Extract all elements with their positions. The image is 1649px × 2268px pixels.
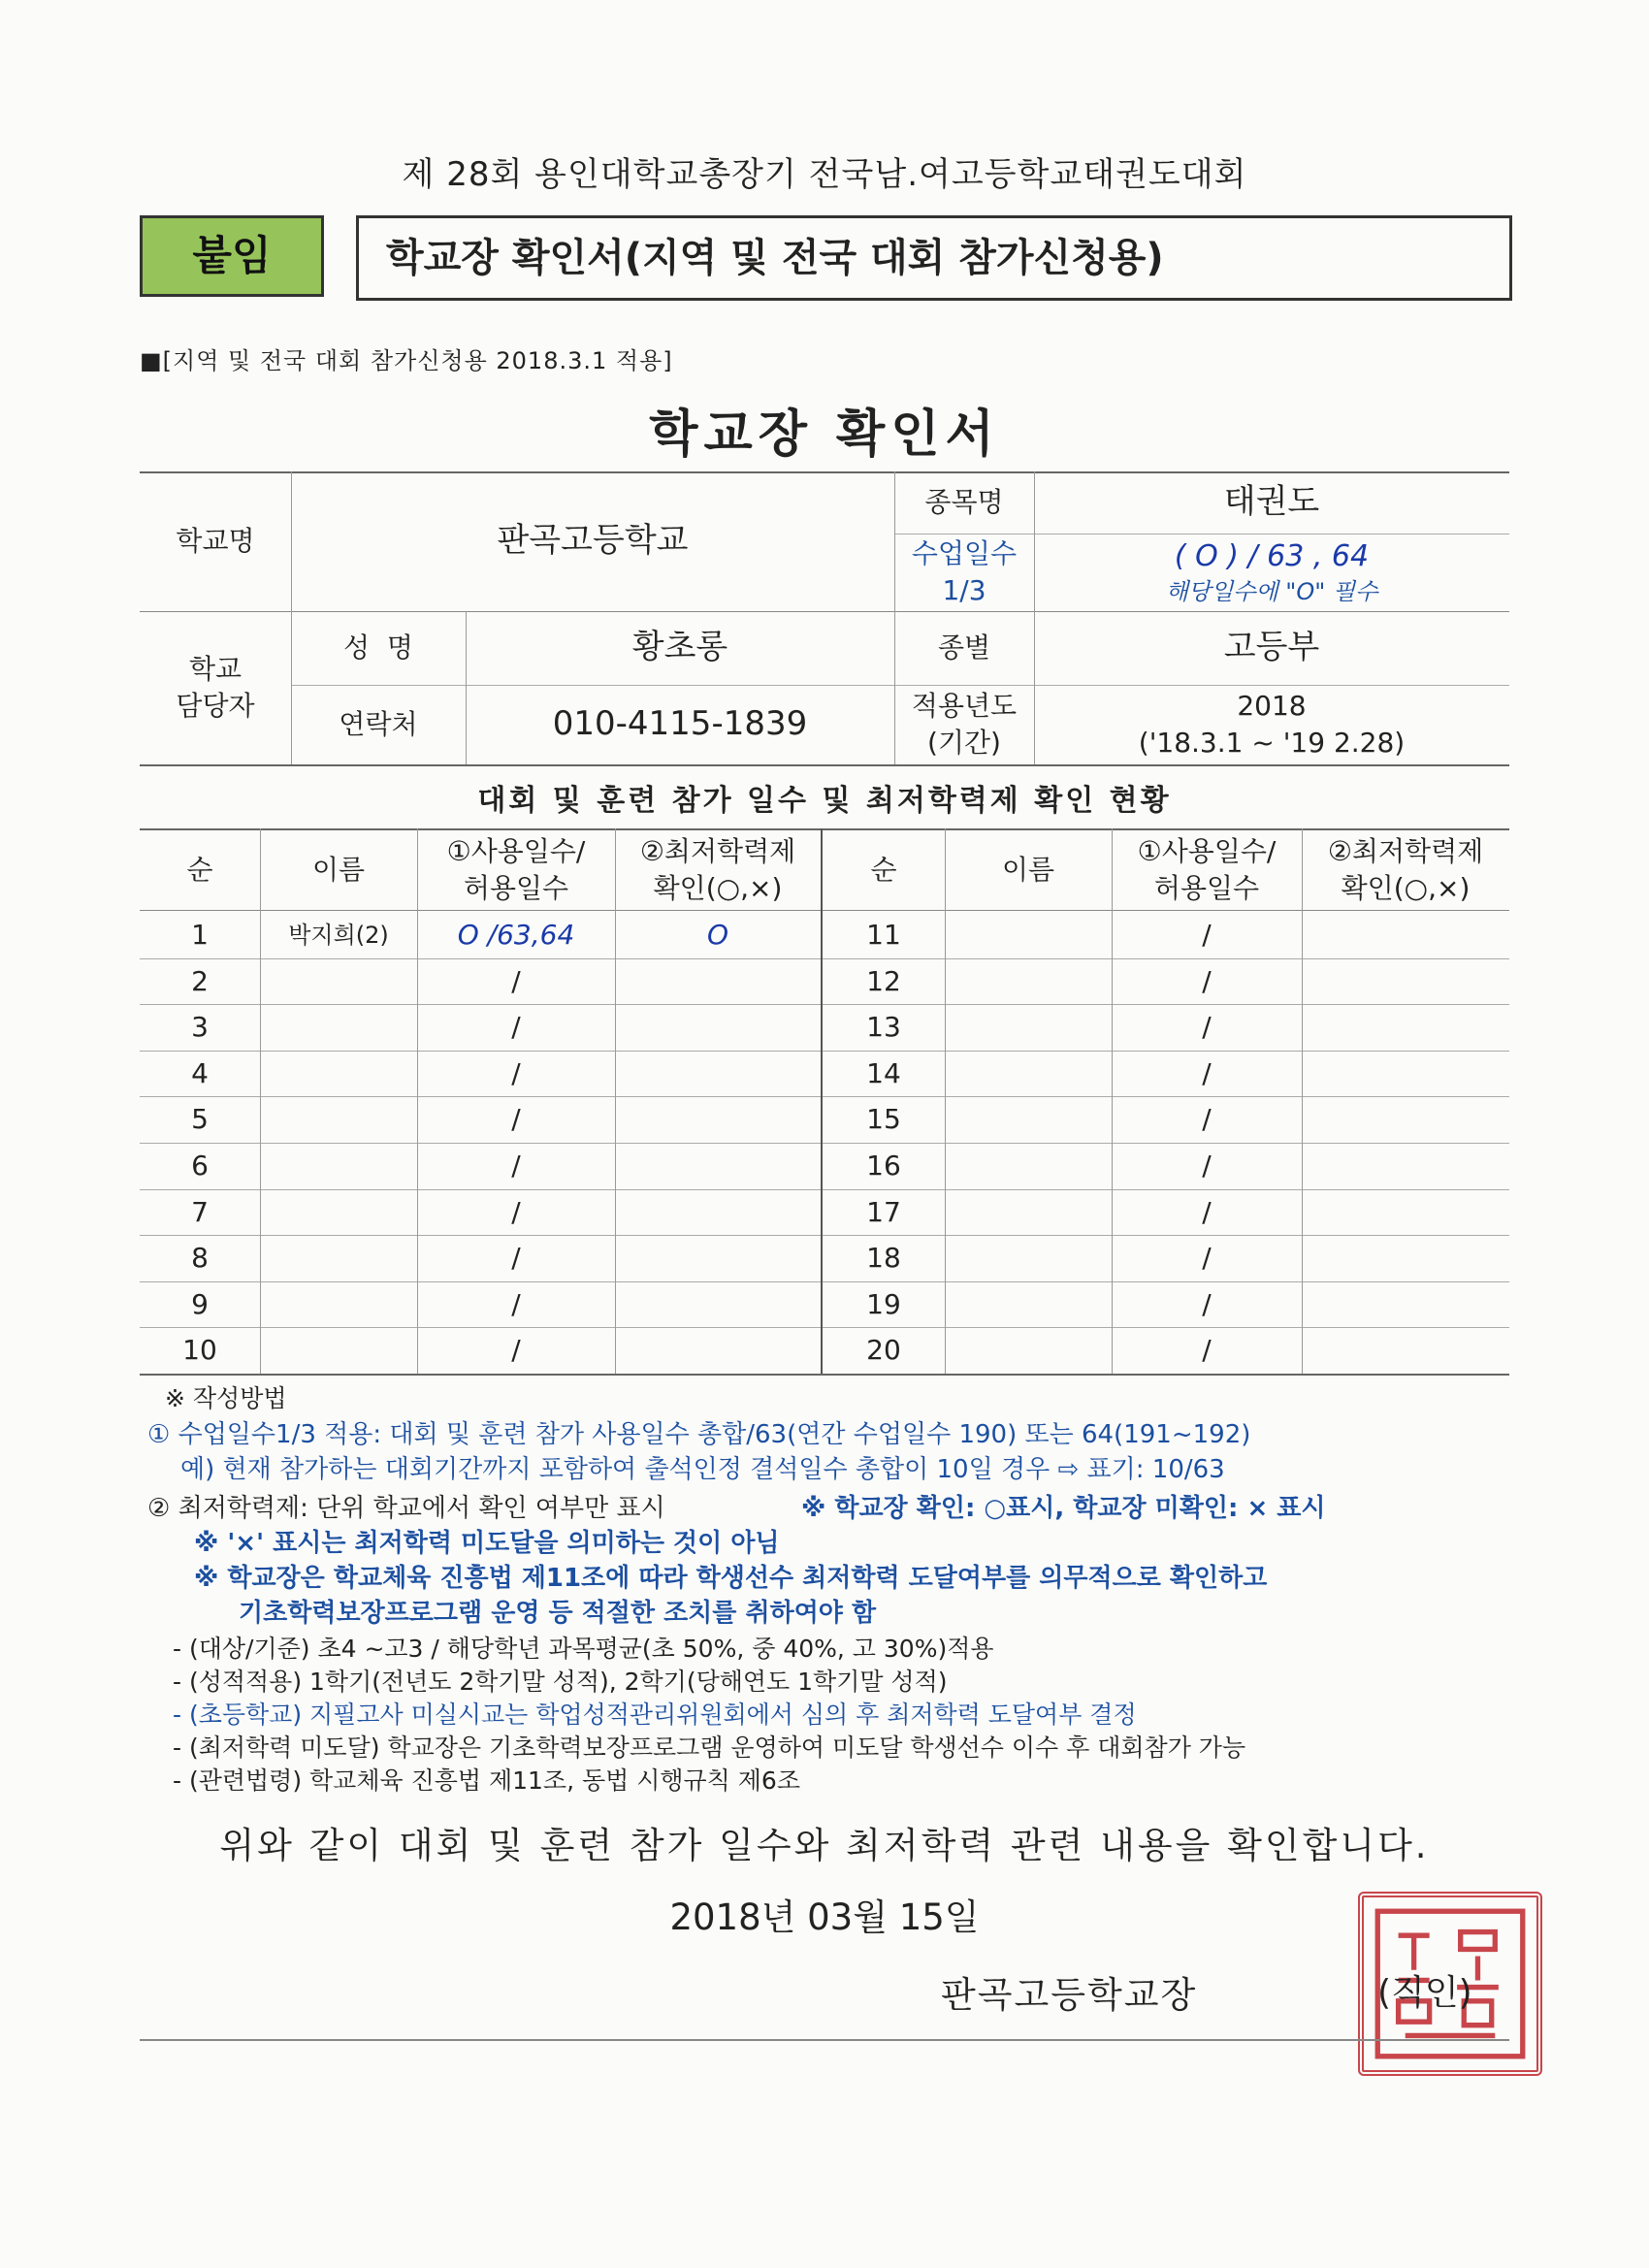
contact-label: 연락처 [339, 708, 418, 741]
year-value-line1: 2018 [1237, 690, 1307, 723]
header-check-right-line1: ②최저학력제 [1327, 835, 1484, 867]
used-days: O /63,64 [457, 919, 575, 951]
used-days: / [1202, 1288, 1212, 1320]
staff-label-line1: 학교 [188, 653, 242, 686]
student-name [260, 1143, 417, 1189]
used-days: / [1202, 1011, 1212, 1043]
row-number: 11 [866, 919, 901, 951]
used-days: / [511, 1150, 521, 1182]
header-days-line2: 허용일수 [463, 872, 569, 904]
student-name [260, 1235, 417, 1281]
issue-date: 2018년 03월 15일 [669, 1896, 980, 1938]
name-label: 성 명 [343, 632, 413, 664]
class-days-value [1034, 534, 1509, 611]
year-value-line2: ('18.3.1 ~ '19 2.28) [1138, 727, 1406, 759]
detail-1: - (대상/기준) 초4 ~고3 / 해당학년 과목평균(초 50%, 중 40%, 고 30%)적용 [173, 1635, 994, 1663]
student-name [260, 1189, 417, 1236]
used-days: / [1202, 1057, 1212, 1089]
progress-title: 대회 및 훈련 참가 일수 및 최저학력제 확인 현황 [477, 784, 1172, 818]
minimum-check: O [706, 919, 729, 951]
class-days-label-line2: 1/3 [942, 574, 986, 606]
minimum-check [615, 1004, 821, 1051]
seal-mark: (직인) [1377, 1973, 1472, 2013]
row-number: 19 [866, 1288, 901, 1320]
detail-4: - (최저학력 미도달) 학교장은 기초학력보장프로그램 운영하여 미도달 학생선수 이수 후 대회참가 가능 [173, 1733, 1246, 1762]
row-number: 9 [191, 1288, 209, 1320]
note-2b: ※ 학교장 확인: ○표시, 학교장 미확인: × 표시 [801, 1494, 1326, 1523]
minimum-check [615, 1235, 821, 1281]
detail-3: - (초등학교) 지필고사 미실시교는 학업성적관리위원회에서 심의 후 최저학력 도달여부 결정 [173, 1701, 1137, 1729]
staff-name: 황초롱 [631, 628, 728, 667]
used-days: / [1202, 1103, 1212, 1135]
class-days-label [894, 534, 1034, 611]
instructions-heading: ※ 작성방법 [165, 1384, 287, 1412]
row-number: 1 [191, 919, 209, 951]
school-name: 판곡고등학교 [497, 521, 689, 561]
row-number: 13 [866, 1011, 901, 1043]
row-number: 4 [191, 1057, 209, 1089]
document-banner: 학교장 확인서(지역 및 전국 대회 참가신청용) [356, 215, 1512, 301]
minimum-check [615, 1281, 821, 1328]
header-check [615, 830, 821, 910]
minimum-check [615, 1051, 821, 1097]
note-1b: 예) 현재 참가하는 대회기간까지 포함하여 출석인정 결석일수 총합이 10일 경우 ⇨ 표기: 10/63 [180, 1455, 1225, 1484]
used-days: / [1202, 1242, 1212, 1274]
row-number: 18 [866, 1242, 901, 1274]
minimum-check [615, 958, 821, 1005]
header-days-right-line2: 허용일수 [1153, 872, 1260, 904]
header-check-right [1302, 830, 1509, 910]
header-days [417, 830, 615, 910]
row-number: 17 [866, 1196, 901, 1228]
year-label-line1: 적용년도 [911, 690, 1018, 723]
row-number: 6 [191, 1150, 209, 1182]
division-value: 고등부 [1223, 628, 1320, 667]
row-number: 15 [866, 1103, 901, 1135]
contact-value: 010-4115-1839 [552, 704, 808, 744]
header-name-right: 이름 [1001, 854, 1055, 886]
school-label: 학교명 [176, 525, 255, 558]
class-days-label-line1: 수업일수 [911, 537, 1018, 570]
competition-title: 제 28회 용인대학교총장기 전국남.여고등학교태권도대회 [402, 155, 1247, 194]
row-number: 12 [866, 965, 901, 997]
event-value: 태권도 [1223, 482, 1320, 522]
staff-label-line2: 담당자 [176, 690, 255, 722]
header-no: 순 [186, 854, 213, 886]
division-label: 종별 [937, 632, 991, 664]
header-check-line2: 확인(○,×) [653, 872, 783, 904]
row-number: 3 [191, 1011, 209, 1043]
used-days: / [1202, 1196, 1212, 1228]
used-days: / [511, 1103, 521, 1135]
student-name [260, 1096, 417, 1143]
used-days: / [1202, 1334, 1212, 1366]
note-4a: ※ 학교장은 학교체육 진흥법 제11조에 따라 학생선수 최저학력 도달여부를 의무적으로 확인하고 [194, 1564, 1268, 1593]
event-label: 종목명 [924, 486, 1004, 519]
header-check-right-line2: 확인(○,×) [1341, 872, 1471, 904]
student-name [260, 958, 417, 1005]
row-number: 8 [191, 1242, 209, 1274]
document-title: 학교장 확인서 [649, 405, 1000, 464]
used-days: / [1202, 1150, 1212, 1182]
header-check-line1: ②최저학력제 [639, 835, 796, 867]
header-days-right-line1: ①사용일수/ [1137, 835, 1277, 867]
note-1a: ① 수업일수1/3 적용: 대회 및 훈련 참가 사용일수 총합/63(연간 수업일수 190) 또는 64(191~192) [147, 1420, 1251, 1449]
class-days-hint: 해당일수에 "O" 필수 [1165, 578, 1378, 606]
minimum-check [615, 1327, 821, 1374]
note-4b: 기초학력보장프로그램 운영 등 적절한 조치를 취하여야 함 [239, 1599, 877, 1628]
used-days: / [511, 1334, 521, 1366]
used-days: / [511, 965, 521, 997]
staff-label [140, 611, 291, 764]
note-3: ※ '×' 표시는 최저학력 미도달을 의미하는 것이 아님 [194, 1529, 780, 1558]
student-name [260, 1327, 417, 1374]
used-days: / [511, 1288, 521, 1320]
minimum-check [615, 1143, 821, 1189]
row-number: 16 [866, 1150, 901, 1182]
year-value [1034, 685, 1509, 764]
used-days: / [511, 1011, 521, 1043]
used-days: / [511, 1057, 521, 1089]
row-number: 10 [182, 1334, 217, 1366]
minimum-check [615, 1096, 821, 1143]
header-no-right: 순 [870, 854, 897, 886]
row-number: 20 [866, 1334, 901, 1366]
detail-5: - (관련법령) 학교체육 진흥법 제11조, 동법 시행규칙 제6조 [173, 1766, 800, 1795]
minimum-check [615, 1189, 821, 1236]
row-number: 5 [191, 1103, 209, 1135]
confirmation-statement: 위와 같이 대회 및 훈련 참가 일수와 최저학력 관련 내용을 확인합니다. [219, 1825, 1430, 1866]
header-name: 이름 [311, 854, 366, 886]
student-name: 박지희(2) [288, 922, 389, 949]
principal-title: 판곡고등학교장 [941, 1974, 1198, 2016]
attachment-badge: 붙임 [140, 215, 324, 297]
used-days: / [511, 1242, 521, 1274]
used-days: / [1202, 965, 1212, 997]
class-days-entry: ( O ) / 63 , 64 [1174, 538, 1370, 573]
row-number: 2 [191, 965, 209, 997]
detail-2: - (성적적용) 1학기(전년도 2학기말 성적), 2학기(당해연도 1학기말 성적) [173, 1668, 948, 1696]
student-name [260, 1281, 417, 1328]
header-days-line1: ①사용일수/ [446, 835, 586, 867]
year-label [894, 685, 1034, 764]
row-number: 14 [866, 1057, 901, 1089]
used-days: / [511, 1196, 521, 1228]
used-days: / [1202, 919, 1212, 951]
applicability-note: ■[지역 및 전국 대회 참가신청용 2018.3.1 적용] [140, 347, 673, 374]
bottom-rule [140, 2039, 1509, 2041]
year-label-line2: (기간) [927, 727, 1001, 759]
student-name [260, 1004, 417, 1051]
student-name [260, 1051, 417, 1097]
row-number: 7 [191, 1196, 209, 1228]
note-2a: ② 최저학력제: 단위 학교에서 확인 여부만 표시 [147, 1494, 665, 1523]
header-days-right [1112, 830, 1302, 910]
